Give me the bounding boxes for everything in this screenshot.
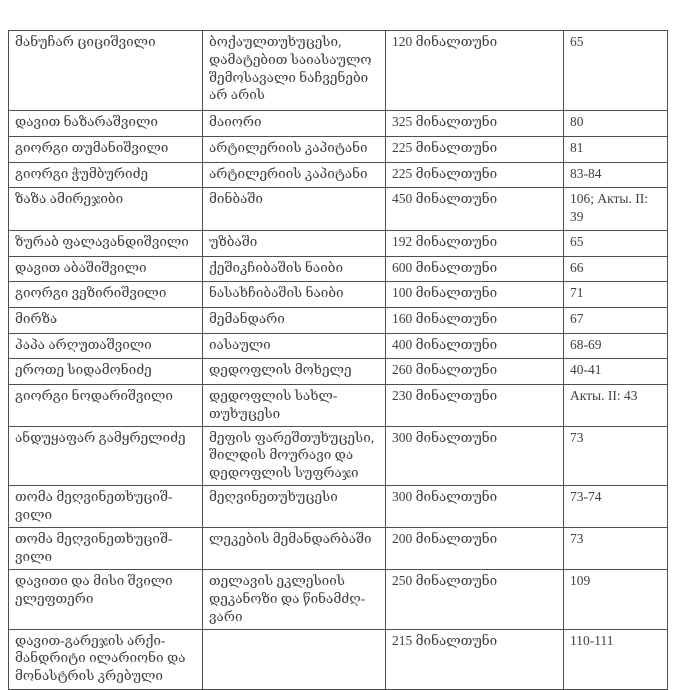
position-cell: იასაული [203,334,386,359]
position-cell: მაიორი [203,111,386,137]
reference-cell: 66 [564,257,668,282]
position-cell: არტილერიის კაპიტანი [203,163,386,188]
salary-cell: 225 მინალთუნი [386,163,564,188]
name-cell: მანუჩარ ციციშვილი [9,31,203,111]
table-row [9,359,668,385]
name-cell: ანდუყაფარ გამყრელიძე [9,426,203,485]
name-cell: თომა მეღვინეთხუციშ-ვილი [9,486,203,528]
reference-cell: 40-41 [564,359,668,385]
reference-cell: 73-74 [564,486,668,528]
reference-cell: 109 [564,570,668,629]
table-row [9,426,668,485]
table-row [9,31,668,111]
table-row [9,188,668,231]
position-cell: თელავის ეკლესიის დეკანოზი და წინამძღ-ვარი [203,570,386,629]
salary-cell: 600 მინალთუნი [386,257,564,282]
name-cell: მირზა [9,308,203,334]
name-cell: დავით აბაშიშვილი [9,257,203,282]
position-cell: დედოფლის სახლ-თუხუცესი [203,385,386,427]
table-row [9,570,668,629]
reference-cell: 65 [564,31,668,111]
table-row [9,486,668,528]
salary-cell: 450 მინალთუნი [386,188,564,231]
name-cell: გიორგი ვეზირიშვილი [9,282,203,308]
reference-cell: 71 [564,282,668,308]
position-cell: ლეკების მემანდარბაში [203,528,386,570]
reference-cell: Акты. II: 43 [564,385,668,427]
salary-cell: 192 მინალთუნი [386,231,564,257]
position-cell: უზბაში [203,231,386,257]
name-cell: დავით ნაზარაშვილი [9,111,203,137]
salary-table [8,30,668,690]
salary-cell: 120 მინალთუნი [386,31,564,111]
salary-cell: 160 მინალთუნი [386,308,564,334]
name-cell: ეროთე სიდამონიძე [9,359,203,385]
reference-cell: 65 [564,231,668,257]
reference-cell: 73 [564,426,668,485]
salary-cell: 325 მინალთუნი [386,111,564,137]
reference-cell: 110-111 [564,629,668,689]
position-cell: მინბაში [203,188,386,231]
salary-cell: 215 მინალთუნი [386,629,564,689]
table-row [9,308,668,334]
salary-cell: 260 მინალთუნი [386,359,564,385]
table-row [9,231,668,257]
position-cell: დედოფლის მოხელე [203,359,386,385]
salary-cell: 300 მინალთუნი [386,486,564,528]
position-cell: მეფის ფარეშთუხუცესი, შილდის მოურავი და დედოფლის სუფრაჯი [203,426,386,485]
name-cell: ზაზა ამირეჯიბი [9,188,203,231]
table-row [9,629,668,689]
name-cell: დავით-გარეჯის არქი-მანდრიტი ილარიონი და მონასტრის კრებული [9,629,203,689]
position-cell: მეღვინეთუხუცესი [203,486,386,528]
position-cell: არტილერიის კაპიტანი [203,137,386,163]
reference-cell: 80 [564,111,668,137]
reference-cell: 106; Акты. II: 39 [564,188,668,231]
name-cell: გიორგი ჭუმბურიძე [9,163,203,188]
position-cell [203,629,386,689]
salary-cell: 100 მინალთუნი [386,282,564,308]
reference-cell: 81 [564,137,668,163]
reference-cell: 83-84 [564,163,668,188]
salary-cell: 230 მინალთუნი [386,385,564,427]
position-cell: ბოქაულთუხუცესი, დამატებით საიასაულო შემოსავალი ნაჩვენები არ არის [203,31,386,111]
reference-cell: 73 [564,528,668,570]
salary-cell: 250 მინალთუნი [386,570,564,629]
salary-cell: 200 მინალთუნი [386,528,564,570]
position-cell: ნასახჩიბაშის ნაიბი [203,282,386,308]
salary-cell: 225 მინალთუნი [386,137,564,163]
table-row [9,163,668,188]
table-row [9,385,668,427]
table-row [9,528,668,570]
name-cell: გიორგი ნოდარიშვილი [9,385,203,427]
position-cell: ქეშიკჩიბაშის ნაიბი [203,257,386,282]
name-cell: თომა მეღვინეთხუციშ-ვილი [9,528,203,570]
table-row [9,137,668,163]
reference-cell: 67 [564,308,668,334]
name-cell: გიორგი თუმანიშვილი [9,137,203,163]
reference-cell: 68-69 [564,334,668,359]
name-cell: ზურაბ ფალავანდიშვილი [9,231,203,257]
table-row [9,282,668,308]
name-cell: პაპა არღუთაშვილი [9,334,203,359]
name-cell: დავითი და მისი შვილი ელეფთერი [9,570,203,629]
salary-table-body [9,31,668,690]
table-row [9,111,668,137]
salary-cell: 400 მინალთუნი [386,334,564,359]
table-row [9,257,668,282]
position-cell: მემანდარი [203,308,386,334]
salary-cell: 300 მინალთუნი [386,426,564,485]
table-row [9,334,668,359]
